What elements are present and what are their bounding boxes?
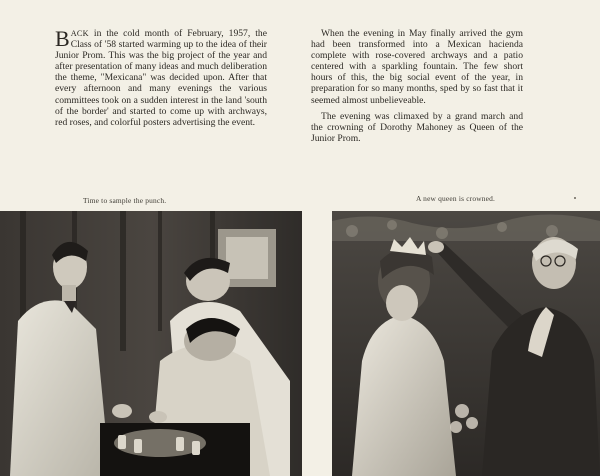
photo-queen-image bbox=[332, 211, 600, 476]
article-paragraph-3: The evening was climaxed by a grand march and the crowning of Dorothy Mahoney as Queen of the Junior Prom. bbox=[311, 110, 523, 144]
photo-punch-image bbox=[0, 211, 302, 476]
article-paragraph-1-text: in the cold month of February, 1957, the Class of '58 started warming up to the idea of their Junior Prom. This was the big project of the year and after presentation of many ideas and much deliberation the theme, "Mexicana" was decided upon. After that every afternoon and many evenings the various committees took on a sudden interest in the land 'south of the border' and started to come up with archways, red roses, and colorful posters advertising the event. bbox=[55, 28, 267, 128]
page-speck bbox=[574, 197, 576, 199]
article-paragraph-1 bbox=[55, 28, 267, 128]
photo-punch bbox=[0, 211, 302, 476]
opening-smallcaps: ACK bbox=[70, 29, 89, 38]
photo-caption-punch: Time to sample the punch. bbox=[83, 196, 167, 205]
drop-cap: B bbox=[55, 26, 70, 51]
photo-queen-crowning bbox=[332, 211, 600, 476]
article-column-right bbox=[311, 28, 523, 144]
article-paragraph-2: When the evening in May finally arrived the gym had been transformed into a Mexican hacienda complete with rose-covered archways and a patio centered with a sparkling fountain. The few short hours of this, the big social event of the year, in preparation for so many months, sped by so fast that it seemed almost unbelieveable. bbox=[311, 28, 523, 106]
article-column-left bbox=[55, 28, 267, 128]
photo-caption-queen: A new queen is crowned. bbox=[416, 194, 496, 203]
